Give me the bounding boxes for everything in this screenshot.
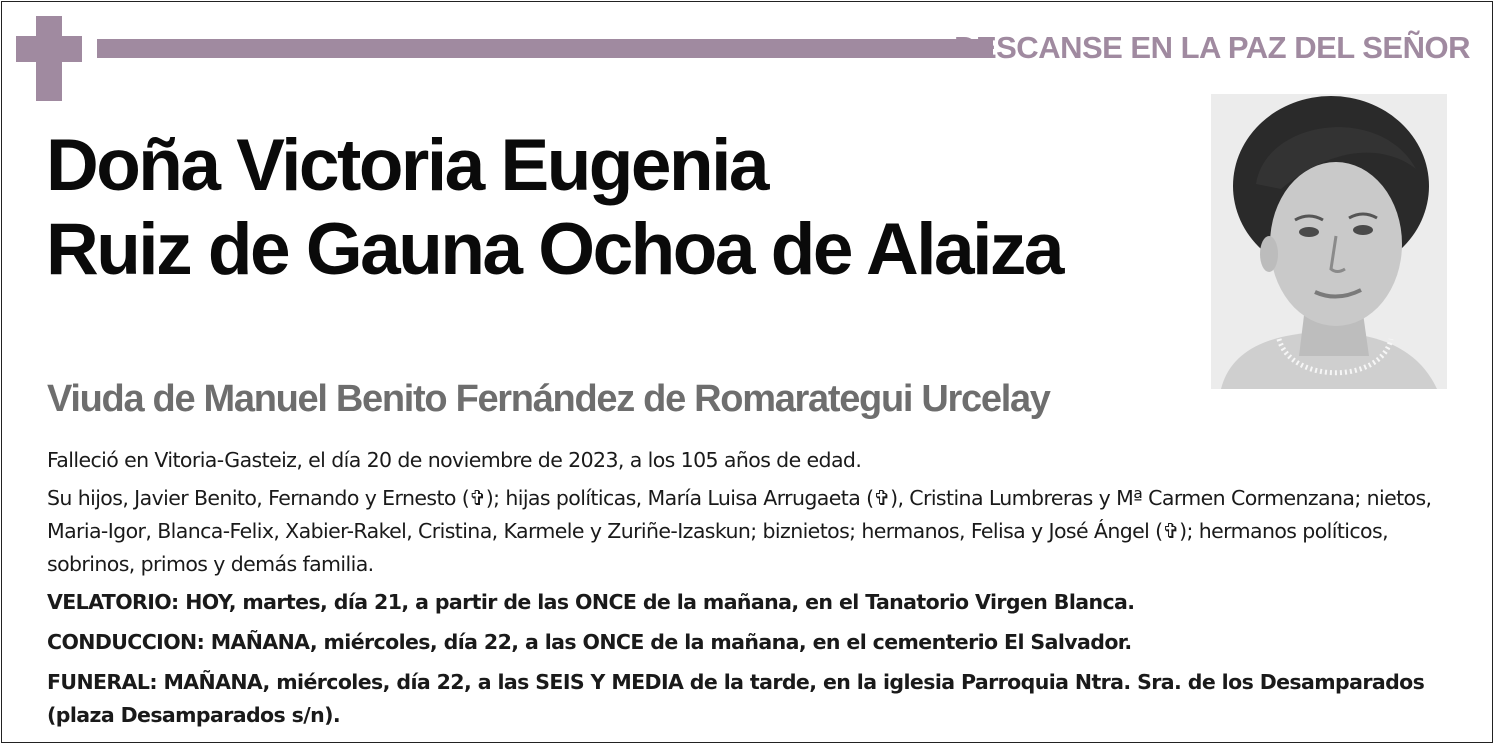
family-list: Su hijos, Javier Benito, Fernando y Ernesto (✞); hijas políticas, María Luisa Arrugaeta (✞), Cristina Lumbreras y Mª Carmen Cormenzana; nietos, Maria-Igor, Blanca-Felix, Xabier-Rakel, Cristina, Karmele y Zuriñe-Izaskun; biznietos; hermanos, Felisa y José Ángel (✞); hermanos políticos, sobrinos, primos y demás familia. [47,486,1432,576]
portrait-illustration [1211,94,1447,389]
deceased-name [46,124,1062,292]
portrait-photo [1211,94,1447,389]
velatorio-notice: VELATORIO: HOY, martes, día 21, a partir de las ONCE de la mañana, en el Tanatorio Virgen Blanca. [47,590,1135,614]
widow-of-line: Viuda de Manuel Benito Fernández de Romarategui Urcelay [47,378,1050,420]
name-line-1: Doña Victoria Eugenia [46,125,767,206]
conduccion-notice: CONDUCCION: MAÑANA, miércoles, día 22, a las ONCE de la mañana, en el cementerio El Salvador. [47,630,1132,654]
funeral-notice: FUNERAL: MAÑANA, miércoles, día 22, a las SEIS Y MEDIA de la tarde, en la iglesia Parroquia Ntra. Sra. de los Desamparados (plaza Desamparados s/n). [47,670,1425,727]
death-notice: Falleció en Vitoria-Gasteiz, el día 20 de noviembre de 2023, a los 105 años de edad. [47,448,862,472]
header-rule [97,39,993,58]
name-line-2: Ruiz de Gauna Ochoa de Alaiza [46,209,1062,290]
header-label: DESCANSE EN LA PAZ DEL SEÑOR [954,30,1470,65]
obituary-body [47,444,1472,739]
cross-horizontal-bar [16,36,82,62]
